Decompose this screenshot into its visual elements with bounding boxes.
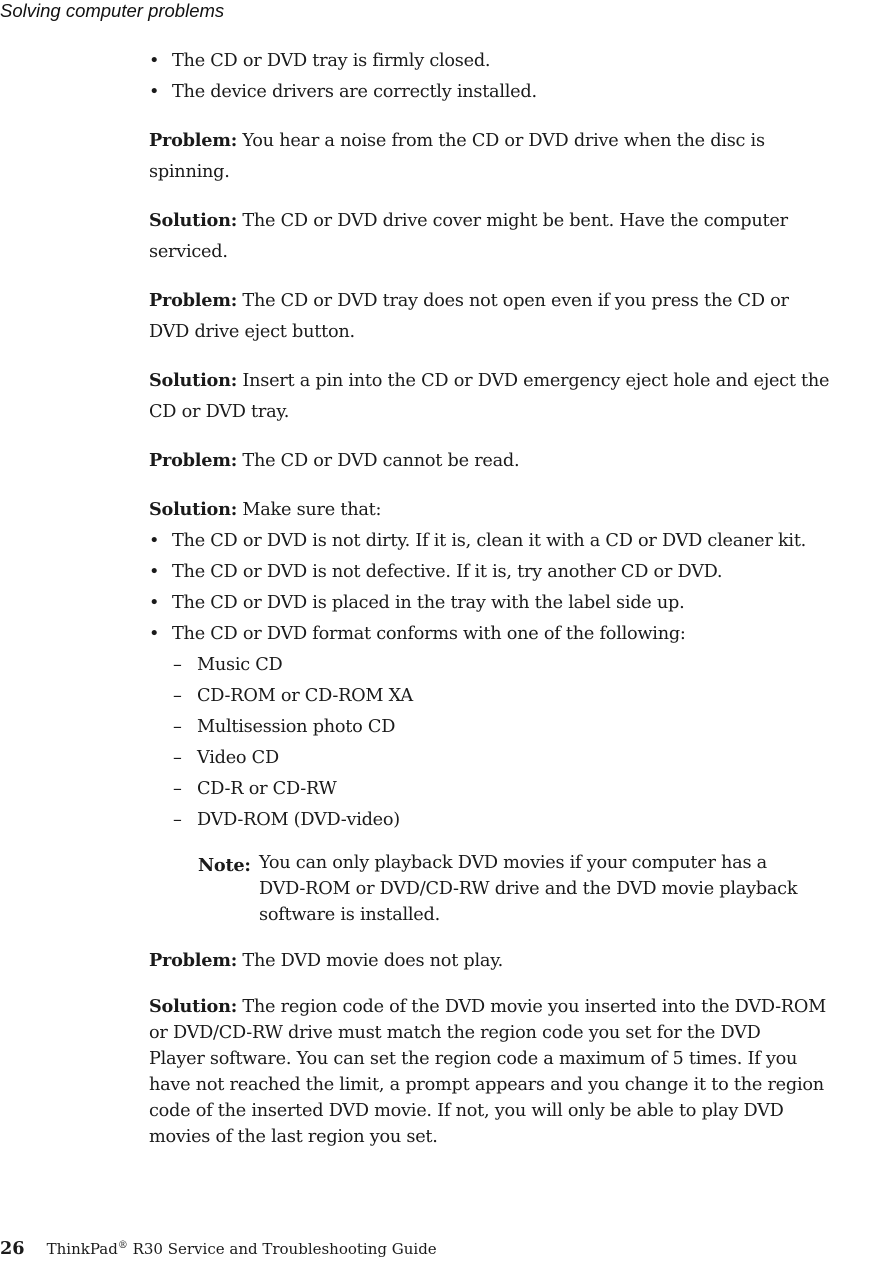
- solution-label: Solution:: [149, 210, 237, 231]
- list-item: • The CD or DVD is not dirty. If it is, clean it with a CD or DVD cleaner kit.: [149, 526, 887, 557]
- solution-3: Solution: Make sure that:: [149, 499, 382, 520]
- registered-mark: ®: [117, 1240, 128, 1251]
- page-footer: [0, 1233, 437, 1262]
- problem-3: Problem: The CD or DVD cannot be read.: [149, 450, 520, 471]
- dash-marker: –: [173, 655, 182, 675]
- solution-1: Solution: The CD or DVD drive cover might be bent. Have the computer serviced.: [149, 210, 788, 262]
- dash-marker: –: [173, 686, 182, 706]
- running-header: Solving computer problems: [0, 0, 225, 21]
- problem-label: Problem:: [149, 450, 238, 471]
- bullet-marker: •: [149, 562, 160, 582]
- solution-label: Solution:: [149, 370, 237, 391]
- sub-list-item: – CD-ROM or CD-ROM XA: [149, 681, 887, 712]
- page-content: [149, 46, 887, 1167]
- problem-1: Problem: You hear a noise from the CD or DVD drive when the disc is spinning.: [149, 130, 765, 182]
- list-item: • The CD or DVD tray is firmly closed.: [149, 46, 887, 77]
- list-item: • The CD or DVD format conforms with one of the following:: [149, 619, 887, 650]
- note-label: Note:: [198, 855, 251, 876]
- problem-4: Problem: The DVD movie does not play.: [149, 950, 503, 971]
- list-item: • The CD or DVD is not defective. If it is, try another CD or DVD.: [149, 557, 887, 588]
- page-number: 26: [0, 1238, 25, 1259]
- problem-label: Problem:: [149, 130, 238, 151]
- list-item: • The device drivers are correctly installed.: [149, 77, 887, 108]
- problem-2: Problem: The CD or DVD tray does not open even if you press the CD or DVD drive eject button.: [149, 290, 789, 342]
- note-block: Note: You can only playback DVD movies if your computer has a DVD-ROM or DVD/CD-RW drive and the DVD movie playback software is installed.: [198, 850, 887, 928]
- bullet-marker: •: [149, 51, 160, 71]
- bullet-marker: •: [149, 531, 160, 551]
- dash-marker: –: [173, 748, 182, 768]
- dash-marker: –: [173, 717, 182, 737]
- solution-2: Solution: Insert a pin into the CD or DVD emergency eject hole and eject the CD or DVD tray.: [149, 370, 830, 422]
- sub-list-item: – Multisession photo CD: [149, 712, 887, 743]
- problem-label: Problem:: [149, 950, 238, 971]
- sub-list-item: – CD-R or CD-RW: [149, 774, 887, 805]
- sub-list-item: – Video CD: [149, 743, 887, 774]
- solution-label: Solution:: [149, 499, 237, 520]
- solution-label: Solution:: [149, 996, 237, 1017]
- sub-list-item: – DVD-ROM (DVD-video): [149, 805, 887, 836]
- footer-brand: ThinkPad: [46, 1240, 118, 1258]
- problem-label: Problem:: [149, 290, 238, 311]
- bullet-marker: •: [149, 82, 160, 102]
- bullet-marker: •: [149, 624, 160, 644]
- dash-marker: –: [173, 779, 182, 799]
- dash-marker: –: [173, 810, 182, 830]
- list-item: • The CD or DVD is placed in the tray with the label side up.: [149, 588, 887, 619]
- solution-4: Solution: The region code of the DVD movie you inserted into the DVD-ROM or DVD/CD-RW drive must match the region code you set for the DVD Player software. You can set the region code a maximum of 5 times. If you have not reached the limit, a prompt appears and you change it to the region code of the inserted DVD movie. If not, you will only be able to play DVD movies of the last region you set.: [149, 996, 826, 1147]
- sub-list-item: – Music CD: [149, 650, 887, 681]
- footer-title: R30 Service and Troubleshooting Guide: [127, 1240, 437, 1258]
- bullet-marker: •: [149, 593, 160, 613]
